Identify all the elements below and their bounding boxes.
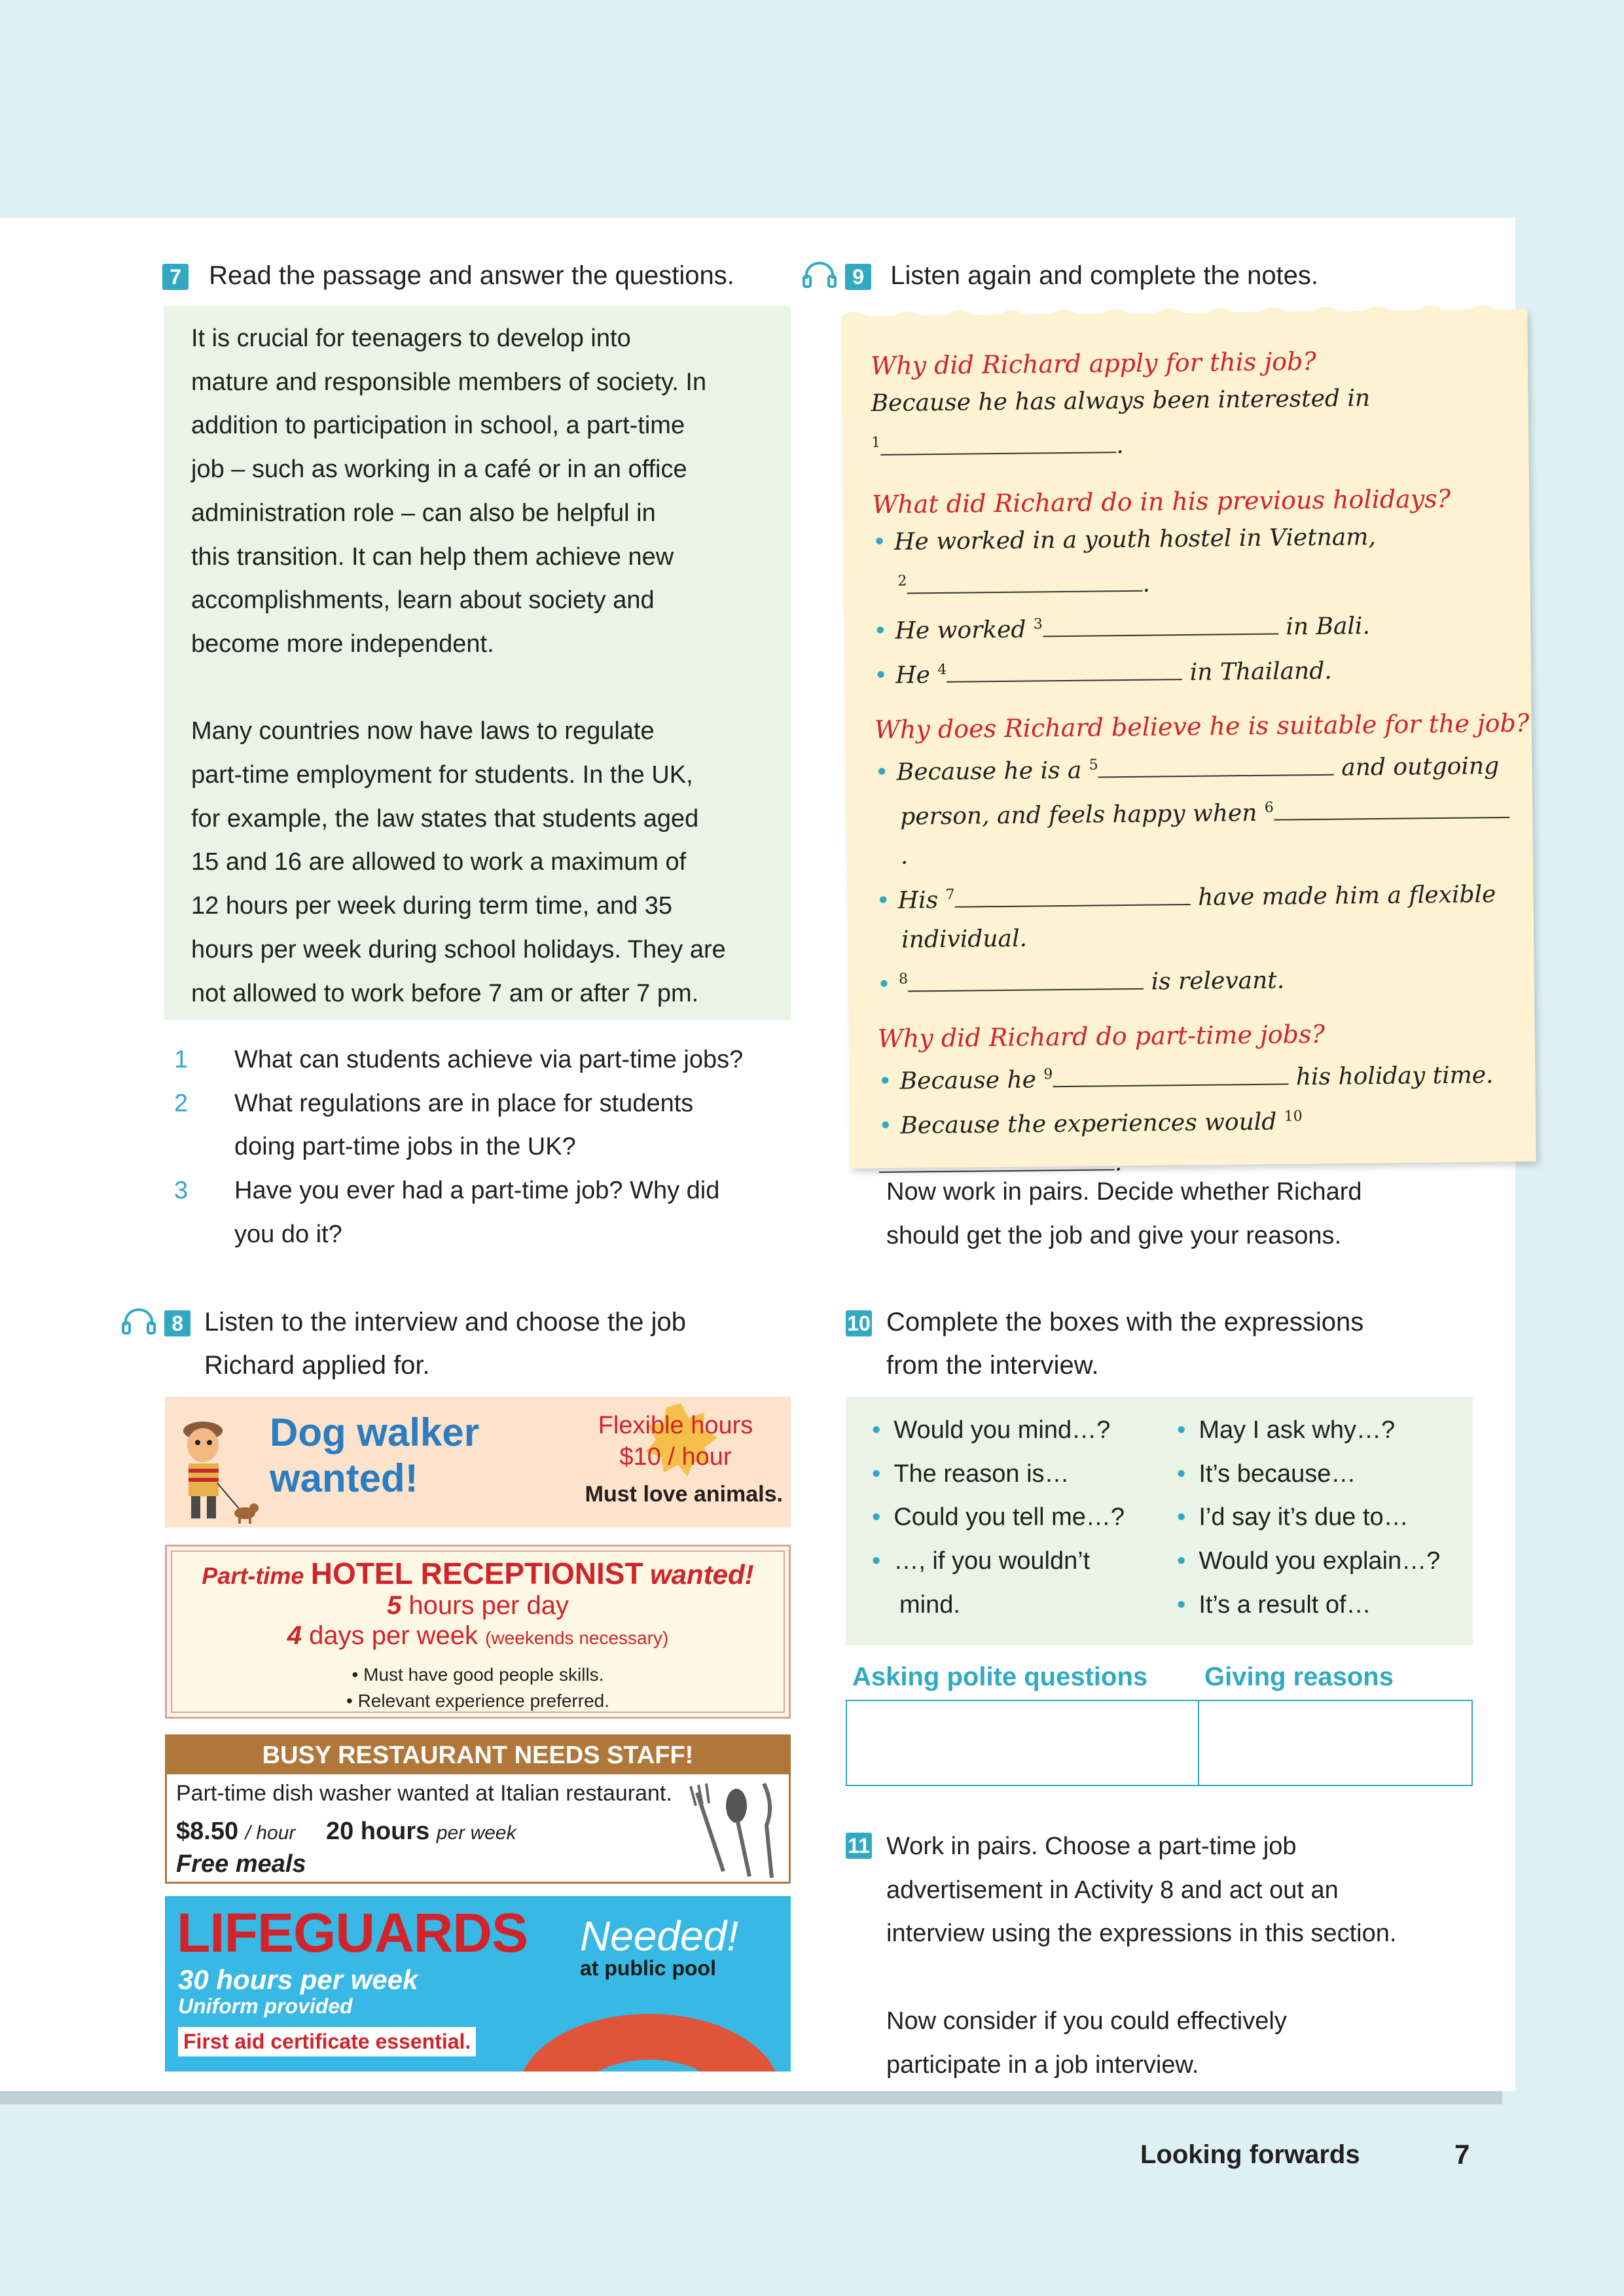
passage-line: job – such as working in a café or in an office: [191, 456, 687, 484]
answer-blank[interactable]: [1274, 796, 1509, 821]
answer-blank[interactable]: [879, 1148, 1115, 1173]
ad-rate: $10 / hour: [619, 1443, 732, 1471]
box-heading-questions: Asking polite questions: [852, 1662, 1148, 1691]
passage-line: this transition. It can help them achieve new: [191, 543, 674, 571]
ad-flexible-hours: Flexible hours: [598, 1412, 753, 1439]
page-number: 7: [1454, 2139, 1470, 2170]
question-item: 3 Have you ever had a part-time job? Why did you do it?: [174, 1177, 720, 1248]
reading-passage: [164, 306, 791, 1020]
activity-number-badge: 11: [846, 1833, 872, 1859]
note-question: Why did Richard apply for this job?: [870, 346, 1316, 381]
passage-line: administration role – can also be helpful in: [191, 499, 656, 527]
answer-blank[interactable]: [907, 569, 1142, 594]
ad-hours: 30 hours per week: [178, 1964, 418, 1995]
passage-line: not allowed to work before 7 am or after 7 pm.: [191, 979, 699, 1007]
activity-instruction: from the interview.: [886, 1351, 1099, 1380]
cutlery-icon: [684, 1780, 782, 1882]
ad-wanted: wanted!: [650, 1559, 754, 1590]
ad-uniform: Uniform provided: [178, 1994, 353, 2018]
answer-box-questions[interactable]: [846, 1700, 1199, 1786]
expression-item: May I ask why…?: [1199, 1416, 1396, 1444]
answer-blank[interactable]: [1053, 1062, 1288, 1087]
activity-9-follow-up: Now work in pairs. Decide whether Richard should get the job and give your reasons.: [886, 1178, 1362, 1249]
ad-part-time: Part-time: [202, 1562, 304, 1589]
ad-requirement: Must have good people skills.: [363, 1664, 604, 1685]
passage-line: 12 hours per week during term time, and 35: [191, 892, 673, 920]
activity-number-badge: 9: [845, 264, 871, 290]
note-question: What did Richard do in his previous holidays?: [871, 484, 1451, 520]
ad-title: LIFEGUARDS: [177, 1902, 528, 1964]
ad-description: Part-time dish washer wanted at Italian restaurant.: [176, 1781, 672, 1806]
activity-10-heading: [846, 1300, 1500, 1380]
comprehension-questions: [174, 1038, 793, 1257]
ad-hours-number: 5: [387, 1591, 402, 1620]
answer-blank[interactable]: [880, 431, 1116, 456]
question-item: 1 What can students achieve via part-time jobs?: [174, 1046, 744, 1073]
activity-instruction: Listen to the interview and choose the job: [204, 1308, 687, 1336]
activity-instruction: Richard applied for.: [204, 1351, 430, 1380]
ad-title: HOTEL RECEPTIONIST: [310, 1556, 643, 1590]
ad-lifeguard[interactable]: [165, 1896, 791, 2072]
ad-title: Dog walker: [270, 1410, 480, 1454]
ad-hours-unit: per week: [436, 1822, 516, 1844]
expression-item: Could you tell me…?: [893, 1503, 1125, 1532]
passage-line: accomplishments, learn about society and: [191, 586, 655, 615]
expression-item: mind.: [899, 1590, 960, 1619]
passage-line: 15 and 16 are allowed to work a maximum of: [191, 848, 687, 876]
expression-item: The reason is…: [893, 1460, 1070, 1488]
ad-rate-unit: / hour: [245, 1822, 296, 1844]
activity-7-heading: [162, 254, 734, 297]
activity-number-badge: 10: [846, 1310, 872, 1336]
ad-perk: Free meals: [176, 1850, 306, 1878]
ad-hours-text: hours per day: [408, 1591, 569, 1620]
note-question: Why did Richard do part-time jobs?: [877, 1019, 1326, 1054]
ad-certificate: First aid certificate essential.: [178, 2027, 476, 2056]
expressions-box: • Would you mind…? • The reason is… • Could you tell me…? • …, if you wouldn’t mind. • May I ask why…? • It’s because… • I’d say it’s due to… • Would you explain…? • It’s a result of…: [846, 1397, 1473, 1645]
ad-hotel-receptionist[interactable]: Part-time HOTEL RECEPTIONIST wanted! 5 hours per day 4 days per week (weekends necessary) • Must have good people skills. • Relevant experience preferred.: [165, 1545, 791, 1719]
activity-9-heading: [803, 254, 1392, 297]
expression-item: Would you explain…?: [1199, 1547, 1441, 1575]
passage-line: Many countries now have laws to regulate: [191, 717, 655, 745]
expression-item: It’s because…: [1199, 1460, 1356, 1488]
page-edge-shadow: [0, 2091, 1502, 2104]
activity-instruction: Listen again and complete the notes.: [890, 261, 1319, 290]
ad-requirement: Relevant experience preferred.: [357, 1691, 610, 1711]
expression-item: I’d say it’s due to…: [1199, 1503, 1409, 1532]
ad-days-number: 4: [287, 1621, 302, 1650]
ad-needed: Needed!: [580, 1912, 738, 1960]
box-heading-reasons: Giving reasons: [1204, 1662, 1394, 1691]
note-line: Because he has always been interested in: [871, 385, 1371, 418]
passage-line: It is crucial for teenagers to develop into: [191, 325, 631, 352]
passage-line: become more independent.: [191, 630, 494, 658]
answer-blank[interactable]: [947, 658, 1182, 683]
expression-item: Would you mind…?: [893, 1416, 1111, 1444]
ad-requirement: Must love animals.: [585, 1482, 783, 1507]
notepad-notes: Why did Richard apply for this job? Because he has always been interested in $^1$ . What did Richard do in his previous holidays? • He worked in a youth hostel in Vietnam, $^2$ . • He worked $^3$ in Bali. • He $^4$ in Thailand. Why does Richard believe he is suitable for the job? • Because he is a $^5$ and outgoing person, and feels happy when $^6$. • His $^7$ have made him a flexible individual. • $^8$ is relevant. Why did Richard do part-time jobs? • Because he $^9$ his holiday time. • Because the experiences would $^{10}$.: [841, 310, 1536, 1169]
passage-line: addition to participation in school, a part-time: [191, 412, 685, 440]
answer-blank[interactable]: [954, 883, 1190, 908]
headphones-icon[interactable]: [803, 262, 837, 288]
ad-days-text: days per week: [309, 1621, 478, 1650]
ad-restaurant[interactable]: [165, 1734, 791, 1884]
answer-blank[interactable]: [1043, 613, 1278, 637]
ad-dog-walker[interactable]: [165, 1397, 791, 1528]
activity-number-badge: 7: [162, 264, 189, 290]
activity-instruction: Read the passage and answer the questions.: [209, 261, 734, 290]
headphones-icon[interactable]: [122, 1308, 156, 1335]
dog-walker-illustration: [174, 1411, 259, 1525]
expression-item: It’s a result of…: [1199, 1590, 1371, 1619]
activity-8-heading: [122, 1300, 809, 1380]
footer-section-title: Looking forwards: [1140, 2140, 1360, 2169]
passage-line: mature and responsible members of society. In: [191, 368, 707, 396]
activity-11: 11 Work in pairs. Choose a part-time job advertisement in Activity 8 and act out an interview using the expressions in this section. Now consider if you could effectively participate in a job interview.: [846, 1825, 1507, 2087]
expression-item: …, if you wouldn’t: [893, 1547, 1091, 1575]
note-line: He worked in a youth hostel in Vietnam,: [893, 523, 1377, 556]
ad-days-note: (weekends necessary): [485, 1628, 669, 1648]
passage-line: part-time employment for students. In the UK,: [191, 761, 693, 789]
note-question: Why does Richard believe he is suitable for the job?: [874, 708, 1530, 745]
answer-box-reasons[interactable]: [1198, 1700, 1473, 1786]
passage-line: hours per week during school holidays. They are: [191, 935, 726, 963]
passage-line: for example, the law states that students aged: [191, 804, 699, 833]
activity-number-badge: 8: [164, 1310, 190, 1336]
answer-blank[interactable]: [1098, 753, 1334, 778]
ad-header: BUSY RESTAURANT NEEDS STAFF!: [167, 1736, 789, 1774]
answer-blank[interactable]: [908, 967, 1144, 992]
ad-hours: 20 hours: [325, 1818, 430, 1845]
activity-instruction: Complete the boxes with the expressions: [886, 1308, 1364, 1336]
ad-title: wanted!: [270, 1456, 418, 1500]
question-item: 2 What regulations are in place for students doing part-time jobs in the UK?: [174, 1089, 694, 1161]
lifebuoy-illustration: [505, 1975, 791, 2072]
ad-location: at public pool: [580, 1956, 716, 1980]
ad-rate: $8.50: [176, 1818, 239, 1845]
